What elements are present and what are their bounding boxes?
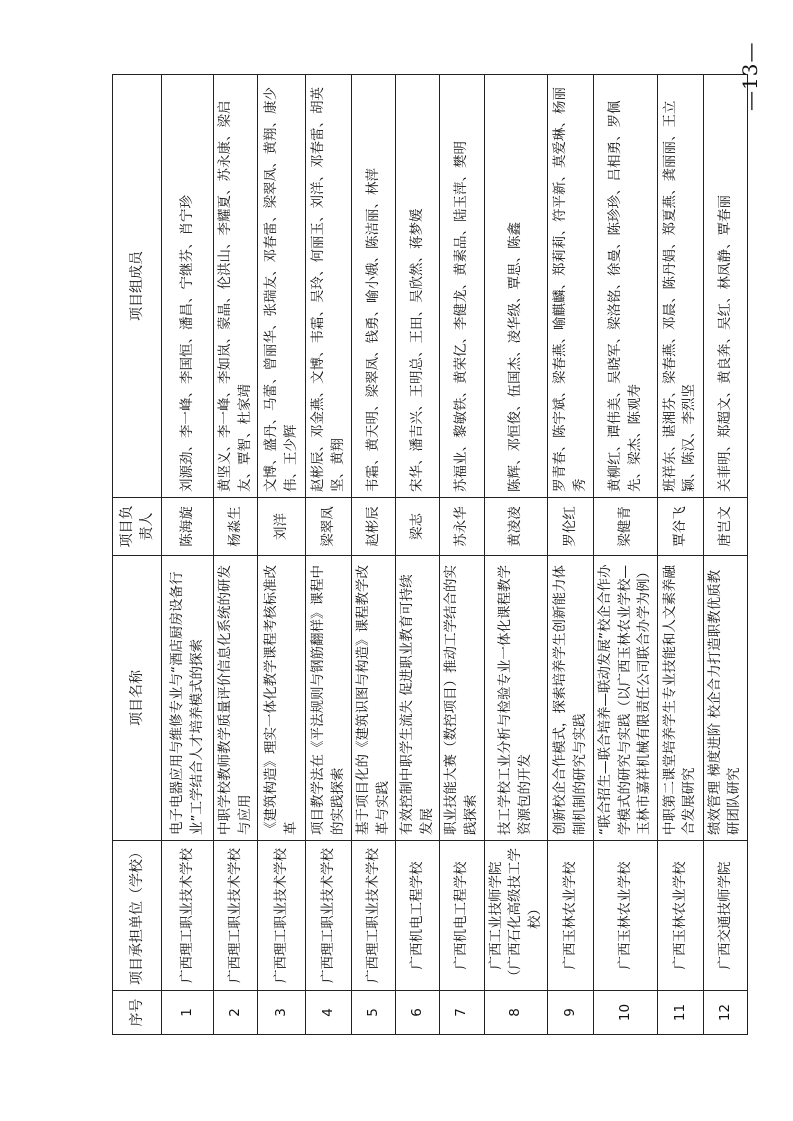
row-number: 10 [594, 991, 658, 1035]
table-row [162, 75, 214, 1035]
table-header-row [113, 75, 162, 1035]
row-members: 关菲明、郑超文、黄良奔、吴红、林凤静、覃春丽 [703, 75, 747, 498]
row-leader: 覃谷飞 [657, 498, 703, 556]
unit-line: 广西理工职业技术学校 [226, 848, 243, 983]
table-row [703, 75, 747, 1035]
row-project-name: 绩效管理 梯度进阶 校企合力打造职教优质教研团队研究 [703, 556, 747, 841]
header-leader: 项目负责人 [113, 498, 162, 556]
row-unit [484, 841, 548, 991]
row-number: 11 [657, 991, 703, 1035]
row-project-name: “联合招生—联合培养—联动发展”校企合作办学模式的研究与实践（以广西玉林农业学校—玉林市嘉祥机械有限责任公司联合办学为例） [594, 556, 658, 841]
row-members: 文博、盛丹、马蕾、曾丽华、张瑞友、邓春雷、梁翠凤、黄翔、康少伟、王少辉 [258, 75, 306, 498]
header-no: 序号 [113, 991, 162, 1035]
row-leader: 刘洋 [258, 498, 306, 556]
row-members: 罗青春、陈宇斌、梁春燕、喻麒麟、郑莉莉、符平新、莫爱琳、杨丽秀 [548, 75, 594, 498]
row-number: 7 [440, 991, 484, 1035]
unit-line: 广西理工职业技术学校 [272, 848, 289, 983]
unit-line: 广西理工职业技术学校 [319, 848, 336, 983]
header-project-name: 项目名称 [113, 556, 162, 841]
header-unit: 项目承担单位（学校） [113, 841, 162, 991]
row-project-name: 职业技能大赛（数控项目）推动工学结合的实践探索 [440, 556, 484, 841]
row-number: 5 [352, 991, 396, 1035]
row-number: 3 [258, 991, 306, 1035]
header-members: 项目组成员 [113, 75, 162, 498]
row-leader: 黄凌凌 [484, 498, 548, 556]
row-project-name: 基于项目化的《建筑识图与构造》课程教学改革与实践 [352, 556, 396, 841]
row-members: 陈辉、邓恒俊、伍国杰、凌华级、覃思、陈鑫 [484, 75, 548, 498]
table-row [594, 75, 658, 1035]
row-members: 班祥东、谌湘芬、梁春燕、邓晨、陈丹娟、郑夏燕、龚丽丽、王立颖、陈汉、李烈坚 [657, 75, 703, 498]
row-unit [258, 841, 306, 991]
row-number: 1 [162, 991, 214, 1035]
row-leader: 梁志 [396, 498, 440, 556]
row-members: 刘源劲、李一峰、李国恒、潘昌、宁继芬、肖宁珍 [162, 75, 214, 498]
table-body [162, 75, 748, 1035]
row-number: 2 [214, 991, 258, 1035]
row-unit [548, 841, 594, 991]
table-row [306, 75, 352, 1035]
row-project-name: 创新校企合作模式，探索培养学生创新能力体制机制的研究与实践 [548, 556, 594, 841]
table-row [440, 75, 484, 1035]
row-number: 6 [396, 991, 440, 1035]
row-unit [396, 841, 440, 991]
row-leader: 罗伦红 [548, 498, 594, 556]
unit-line: （广西石化高级技工学校） [507, 848, 543, 983]
row-members: 黄坚义、李一峰、李如岚、蒙晶、伦洪山、李耀夏、苏永康、梁启友、覃智、杜家靖 [214, 75, 258, 498]
table-row [657, 75, 703, 1035]
unit-line: 广西理工职业技术学校 [364, 848, 381, 983]
row-project-name: 中职第二课堂培养学生专业技能和人文素养融合发展研究 [657, 556, 703, 841]
row-leader: 苏永华 [440, 498, 484, 556]
unit-line: 广西工业技师学院 [487, 861, 504, 970]
row-project-name: 《建筑构造》理实一体化教学课程考核标准改革 [258, 556, 306, 841]
page-number: —13— [738, 41, 762, 111]
row-unit [703, 841, 747, 991]
unit-line: 广西机电工程学校 [453, 861, 470, 970]
unit-line: 广西玉林农业学校 [616, 861, 633, 970]
row-unit [162, 841, 214, 991]
row-unit [594, 841, 658, 991]
row-number: 9 [548, 991, 594, 1035]
table-row [258, 75, 306, 1035]
row-project-name: 项目教学法在《平法规则与钢筋翻样》课程中的实践探索 [306, 556, 352, 841]
row-number: 4 [306, 991, 352, 1035]
row-project-name: 中职学校教师教学质量评价信息化系统的研发与应用 [214, 556, 258, 841]
row-unit [352, 841, 396, 991]
table-row [396, 75, 440, 1035]
row-project-name: 技工学校工业分析与检验专业一体化课程教学资源包的开发 [484, 556, 548, 841]
row-unit [306, 841, 352, 991]
row-unit [214, 841, 258, 991]
project-table [112, 74, 748, 1035]
row-project-name: 电子电器应用与维修专业与“酒店厨房设备行业”工学结合人才培养模式的探索 [162, 556, 214, 841]
row-leader: 赵彬辰 [352, 498, 396, 556]
row-members: 宋华、潘吉兴、王明总、王田、吴欣然、蒋梦媛 [396, 75, 440, 498]
row-members: 苏福业、黎敏铁、黄荣亿、李健龙、黄素品、陆玉萍、樊明 [440, 75, 484, 498]
table-row [548, 75, 594, 1035]
row-members: 韦霜、黄天明、梁翠凤、钱勇、喻小娥、陈洁丽、林萍 [352, 75, 396, 498]
unit-line: 广西玉林农业学校 [671, 861, 688, 970]
unit-line: 广西机电工程学校 [409, 861, 426, 970]
row-number: 12 [703, 991, 747, 1035]
row-number: 8 [484, 991, 548, 1035]
row-leader: 梁翠凤 [306, 498, 352, 556]
row-project-name: 有效控制中职学生流失 促进职业教育可持续发展 [396, 556, 440, 841]
row-members: 赵彬辰、邓金燕、文博、韦霜、吴玲、何丽玉、刘洋、邓春雷、胡英坚、黄翔 [306, 75, 352, 498]
row-leader: 陈海旋 [162, 498, 214, 556]
unit-line: 广西理工职业技术学校 [178, 848, 195, 983]
unit-line: 广西交通技师学院 [716, 861, 733, 970]
table-row [214, 75, 258, 1035]
row-unit [440, 841, 484, 991]
row-leader: 梁健青 [594, 498, 658, 556]
row-unit [657, 841, 703, 991]
unit-line: 广西玉林农业学校 [561, 861, 578, 970]
row-leader: 唐岂文 [703, 498, 747, 556]
table-row [352, 75, 396, 1035]
table-row [484, 75, 548, 1035]
row-members: 黄柳红、谭伟美、吴晓军、梁洛铭、徐曼、陈珍珍、吕相勇、罗佩先、梁杰、陈观寿 [594, 75, 658, 498]
row-leader: 杨淼生 [214, 498, 258, 556]
